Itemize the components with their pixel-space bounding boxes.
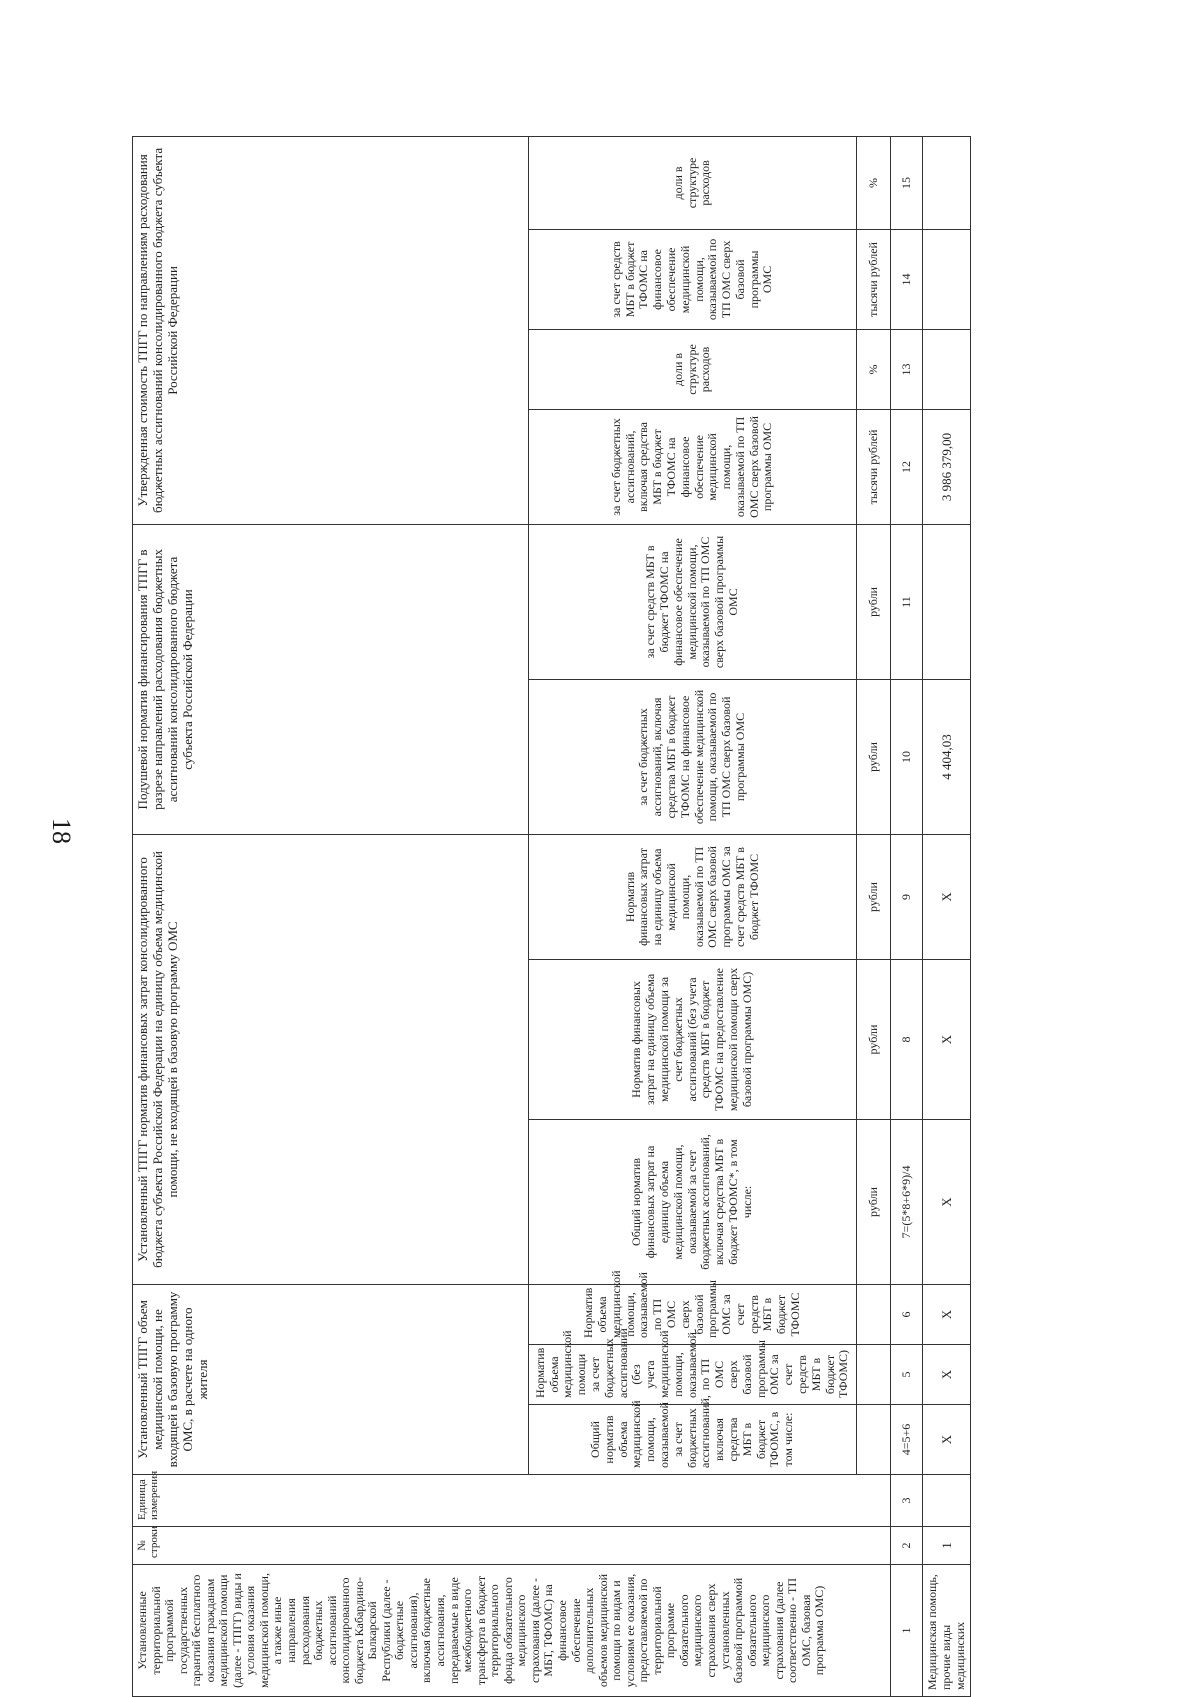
unit-col-8: рубли — [857, 959, 891, 1119]
subheader-col-8: Норматив финансовых затрат на единицу объема медицинской помощи за счет бюджетных ассигнований (без учета средств МБТ в бюджет ТФОМС на предоставление медицинской помощи сверх базовой программы ОМС) — [529, 959, 857, 1119]
column-number-1: 1 — [891, 1565, 923, 1697]
unit-col-13: % — [857, 329, 891, 409]
column-number-9: 9 — [891, 834, 923, 959]
column-number-6: 6 — [891, 1284, 923, 1344]
unit-col-6 — [857, 1284, 891, 1344]
subheader-col-14: за счет средств МБТ в бюджет ТФОМС на финансовое обеспечение медицинской помощи, оказываемой по ТП ОМС сверх базовой программы ОМС — [529, 229, 857, 329]
column-number-11: 11 — [891, 524, 923, 679]
row-name: Медицинская помощь, прочие виды медицинских — [923, 1565, 971, 1697]
cell-col-15 — [923, 136, 971, 229]
column-number-5: 5 — [891, 1345, 923, 1405]
cell-col-10: 4 404,03 — [923, 679, 971, 834]
unit-col-4 — [857, 1405, 891, 1475]
cell-col-9: X — [923, 834, 971, 959]
row-number: 1 — [923, 1527, 971, 1565]
column-number-2: 2 — [891, 1527, 923, 1565]
header-per-capita-group: Подушевой норматив финансирования ТПГГ в разрезе направлений расходования бюджетных ассигнований консолидированного бюджета субъекта Российской Федерации — [133, 524, 529, 834]
column-number-10: 10 — [891, 679, 923, 834]
subheader-col-15: доли в структуре расходов — [529, 136, 857, 229]
cell-col-7: X — [923, 1119, 971, 1284]
column-number-15: 15 — [891, 136, 923, 229]
subheader-col-4: Общий норматив объема медицинской помощи, оказываемой за счет бюджетных ассигнований, включая средства МБТ в бюджет ТФОМС, в том числе: — [529, 1405, 857, 1475]
subheader-col-12: за счет бюджетных ассигнований, включая средства МБТ в бюджет ТФОМС на финансовое обеспечение медицинской помощи, оказываемой по ТП ОМС сверх базовой программы ОМС — [529, 409, 857, 524]
subheader-col-11: за счет средств МБТ в бюджет ТФОМС на финансовое обеспечение медицинской помощи, оказываемой по ТП ОМС сверх базовой программы ОМС — [529, 524, 857, 679]
cell-col-14 — [923, 229, 971, 329]
unit-col-14: тысячи рублей — [857, 229, 891, 329]
unit-col-15: % — [857, 136, 891, 229]
table-row — [923, 136, 971, 1696]
unit-col-12: тысячи рублей — [857, 409, 891, 524]
column-number-13: 13 — [891, 329, 923, 409]
cell-col-8: X — [923, 959, 971, 1119]
cell-col-13 — [923, 329, 971, 409]
header-row-number: № строки — [133, 1527, 891, 1565]
cell-col-4: X — [923, 1405, 971, 1475]
column-number-3: 3 — [891, 1475, 923, 1527]
cell-col-11 — [923, 524, 971, 679]
unit-col-11: рубли — [857, 524, 891, 679]
header-approved-cost-group: Утвержденная стоимость ТПГГ по направлениям расходования бюджетных ассигнований консолидированного бюджета субъекта Российской Федерации — [133, 136, 529, 524]
column-number-12: 12 — [891, 409, 923, 524]
cell-col-12: 3 986 379,00 — [923, 409, 971, 524]
header-unit: Единица измерения — [133, 1475, 891, 1527]
header-volume-group: Установленный ТПГГ объем медицинской помощи, не входящей в базовую программу ОМС, в расчете на одного жителя — [133, 1284, 529, 1474]
column-number-8: 8 — [891, 959, 923, 1119]
subheader-col-13: доли в структуре расходов — [529, 329, 857, 409]
column-number-4: 4=5+6 — [891, 1405, 923, 1475]
rotated-table-frame — [132, 137, 967, 1697]
column-number-7: 7=(5*8+6*9)/4 — [891, 1119, 923, 1284]
row-unit — [923, 1475, 971, 1527]
cell-col-5: X — [923, 1345, 971, 1405]
header-cost-group: Установленный ТПГГ норматив финансовых затрат консолидированного бюджета субъекта Российской Федерации на единицу объема медицинской помощи, не входящей в базовую программу ОМС — [133, 834, 529, 1284]
subheader-col-5: Норматив объема медицинской помощи за счет бюджетных ассигнований (без учета медицинской помощи, оказываемой по ТП ОМС сверх базовой программы ОМС за счет средств МБТ в бюджет ТФОМС) — [529, 1345, 857, 1405]
cell-col-6: X — [923, 1284, 971, 1344]
subheader-col-6: Норматив объема медицинской помощи, оказываемой по ТП ОМС сверх базовой программы ОМС за счет средств МБТ в бюджет ТФОМС — [529, 1284, 857, 1344]
unit-col-9: рубли — [857, 834, 891, 959]
subheader-col-10: за счет бюджетных ассигнований, включая средства МБТ в бюджет ТФОМС на финансовое обеспечение медицинской помощи, оказываемой по ТП ОМС сверх базовой программы ОМС — [529, 679, 857, 834]
subheader-col-9: Норматив финансовых затрат на единицу объема медицинской помощи, оказываемой по ТП ОМС сверх базовой программы ОМС за счет средств МБТ в бюджет ТФОМС — [529, 834, 857, 959]
header-first-column: Установленные территориальной программой государственных гарантий бесплатного оказания гражданам медицинской помощи (далее - ТПГГ) виды и условия оказания медицинской помощи, а также иные направления расходования бюджетных ассигнований консолидированного бюджета Кабардино-Балкарской Республики (далее - бюджетные ассигнования), включая бюджетные ассигнования, передаваемые в виде межбюджетного трансферта в бюджет территориального фонда обязательного медицинского страхования (далее - МБТ, ТФОМС) на финансовое обеспечение дополнительных объемов медицинской помощи по видам и условиям ее оказания, предоставляемой по территориальной программе обязательного медицинского страхования сверх установленных базовой программой обязательного медицинского страхования (далее соответственно - ТП ОМС, базовая программа ОМС) — [133, 1565, 891, 1697]
subheader-col-7: Общий норматив финансовых затрат на единицу объема медицинской помощи, оказываемой за счет бюджетных ассигнований, включая средства МБТ в бюджет ТФОМС*, в том числе: — [529, 1119, 857, 1284]
financing-table — [132, 136, 971, 1697]
unit-col-5 — [857, 1345, 891, 1405]
column-number-14: 14 — [891, 229, 923, 329]
page-number: 18 — [47, 818, 76, 844]
unit-col-10: рубли — [857, 679, 891, 834]
unit-col-7: рубли — [857, 1119, 891, 1284]
